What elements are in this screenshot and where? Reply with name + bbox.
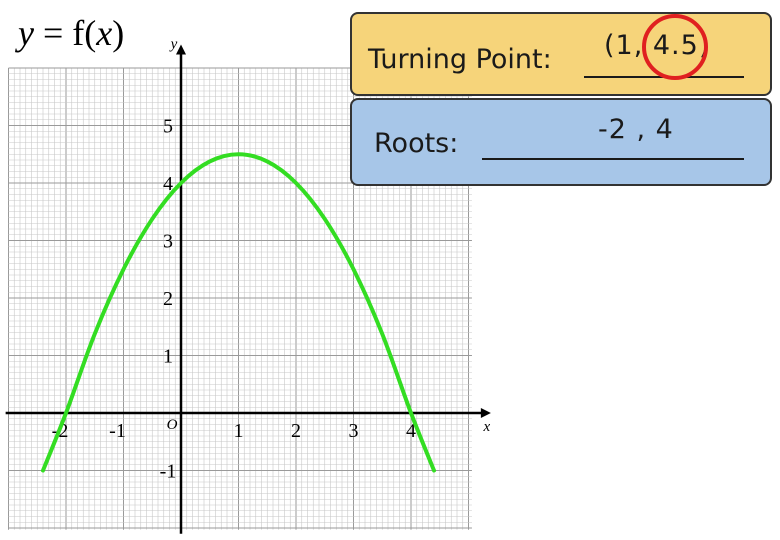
highlight-circle xyxy=(642,14,708,80)
equation-var: x xyxy=(96,13,113,53)
y-axis-label: y xyxy=(170,36,178,53)
x-axis-label: x xyxy=(483,419,491,435)
equation-lhs: y xyxy=(18,13,34,53)
x-tick-label: 2 xyxy=(291,420,301,442)
y-axis-arrow xyxy=(176,45,186,55)
roots-box xyxy=(350,98,772,186)
turning-point-label: Turning Point: xyxy=(368,44,552,75)
y-tick-label: 4 xyxy=(163,173,173,195)
y-tick-label: 1 xyxy=(163,345,173,368)
origin-label: O xyxy=(166,417,178,433)
x-tick-label: -2 xyxy=(51,420,69,442)
x-tick-label: 3 xyxy=(348,420,359,442)
roots-blank xyxy=(482,158,744,160)
turning-point-box xyxy=(350,12,772,96)
x-axis-arrow xyxy=(481,408,491,418)
x-tick-label: 4 xyxy=(406,420,416,442)
y-tick-label: -1 xyxy=(159,460,177,483)
x-tick-label: -1 xyxy=(109,420,126,442)
x-tick-label: 1 xyxy=(233,420,244,442)
y-tick-label: 3 xyxy=(163,230,173,253)
function-equation xyxy=(18,12,124,54)
y-tick-label: 2 xyxy=(163,288,173,310)
turning-point-answer: (1, 4.5) xyxy=(604,30,711,61)
equation-eq: = f( xyxy=(33,13,97,53)
equation-close: ) xyxy=(112,13,125,53)
roots-answer: -2 , 4 xyxy=(598,114,674,145)
roots-label: Roots: xyxy=(374,128,459,159)
y-tick-label: 5 xyxy=(163,115,173,138)
